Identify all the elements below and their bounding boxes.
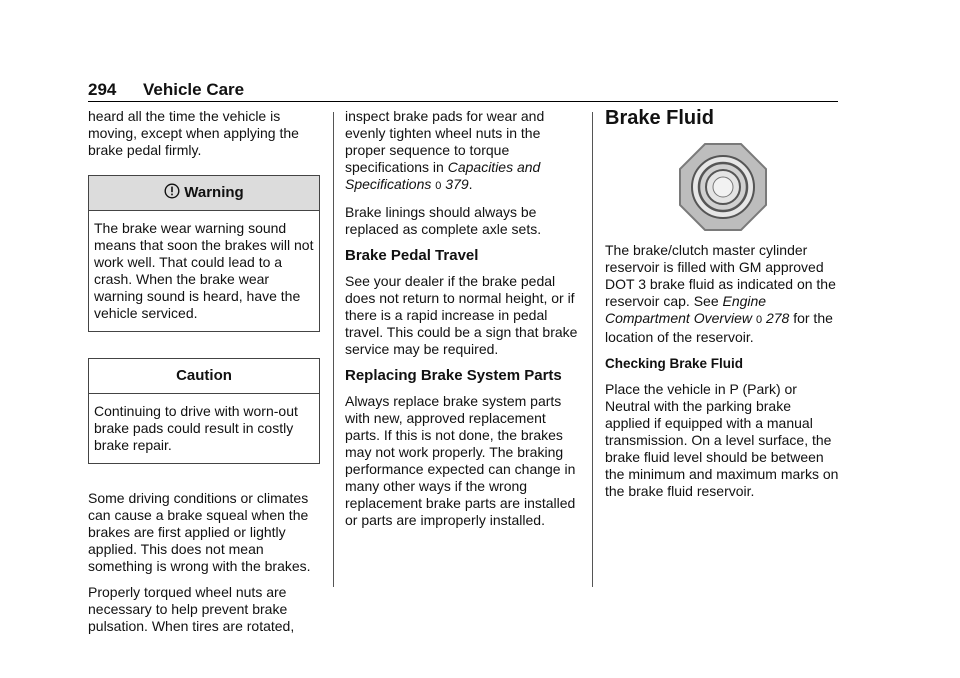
cross-reference-link[interactable]: Capacities and Specifications (345, 159, 541, 192)
brake-fluid-cap-icon (605, 142, 840, 234)
paragraph: Place the vehicle in P (Park) or Neutral with the parking brake applied if equipped with a manual transmission. On a level surface, the brake fluid level should be between the minimum and maximum marks on the brake fluid reservoir. (605, 381, 839, 499)
caution-body: Continuing to drive with worn-out brake pads could result in costly brake repair. (94, 403, 298, 453)
paragraph (345, 108, 580, 195)
page-reference[interactable]: 379 (445, 176, 469, 192)
caution-box (88, 358, 320, 464)
column-middle (345, 108, 580, 538)
paragraph: Properly torqued wheel nuts are necessary to help prevent brake pulsation. When tires are rotated, (88, 584, 295, 634)
subheading: Brake Pedal Travel (345, 247, 479, 264)
paragraph: Some driving conditions or climates can cause a brake squeal when the brakes are first applied or lightly applied. This does not mean something is wrong with the brakes. (88, 490, 311, 574)
page-reference[interactable]: 278 (765, 310, 790, 326)
page-header (88, 80, 244, 100)
header-rule (88, 101, 838, 102)
subheading: Replacing Brake System Parts (345, 367, 562, 384)
section-heading: Brake Fluid (605, 107, 714, 129)
paragraph: Always replace brake system parts with new, approved replacement parts. If this is not done, the brakes may not work properly. The braking performance expected can change in many other ways if the wrong replacement brake parts are installed or parts are improperly installed. (345, 393, 576, 528)
warning-header (89, 176, 319, 211)
text: . (468, 176, 473, 192)
paragraph: heard all the time the vehicle is moving, except when applying the brake pedal firmly. (88, 108, 299, 158)
paragraph: See your dealer if the brake pedal does not return to normal height, or if there is a rapid increase in pedal travel. This could be a sign that brake service may be required. (345, 273, 578, 357)
page-number: 294 (88, 80, 117, 99)
column-left (88, 108, 320, 644)
text: The brake/clutch master cylinder reservoir is filled with GM approved DOT 3 brake fluid as indicated on the reservoir cap. See (605, 242, 836, 309)
warning-title: Warning (184, 184, 244, 201)
column-divider (592, 112, 593, 587)
caution-title: Caution (89, 359, 319, 394)
paragraph (605, 242, 840, 346)
page-ref-icon: 0 (755, 314, 763, 326)
cross-reference-link[interactable]: Engine Compartment Overview (605, 293, 767, 326)
warning-icon (164, 183, 180, 199)
brake-fluid-cap-icon (678, 142, 768, 232)
page-ref-icon: 0 (435, 180, 442, 192)
section-title: Vehicle Care (143, 80, 245, 99)
text: for the location of the reservoir. (605, 310, 833, 345)
column-right (605, 108, 840, 509)
column-divider (333, 112, 334, 587)
warning-body: The brake wear warning sound means that soon the brakes will not work well. That could lead to a crash. When the brake wear warning sound is heard, have the vehicle serviced. (94, 220, 314, 321)
text: inspect brake pads for wear and evenly tighten wheel nuts in the proper sequence to torque specifications in (345, 108, 545, 175)
warning-box (88, 175, 320, 332)
subheading: Checking Brake Fluid (605, 356, 744, 371)
paragraph: Brake linings should always be replaced as complete axle sets. (345, 204, 542, 237)
